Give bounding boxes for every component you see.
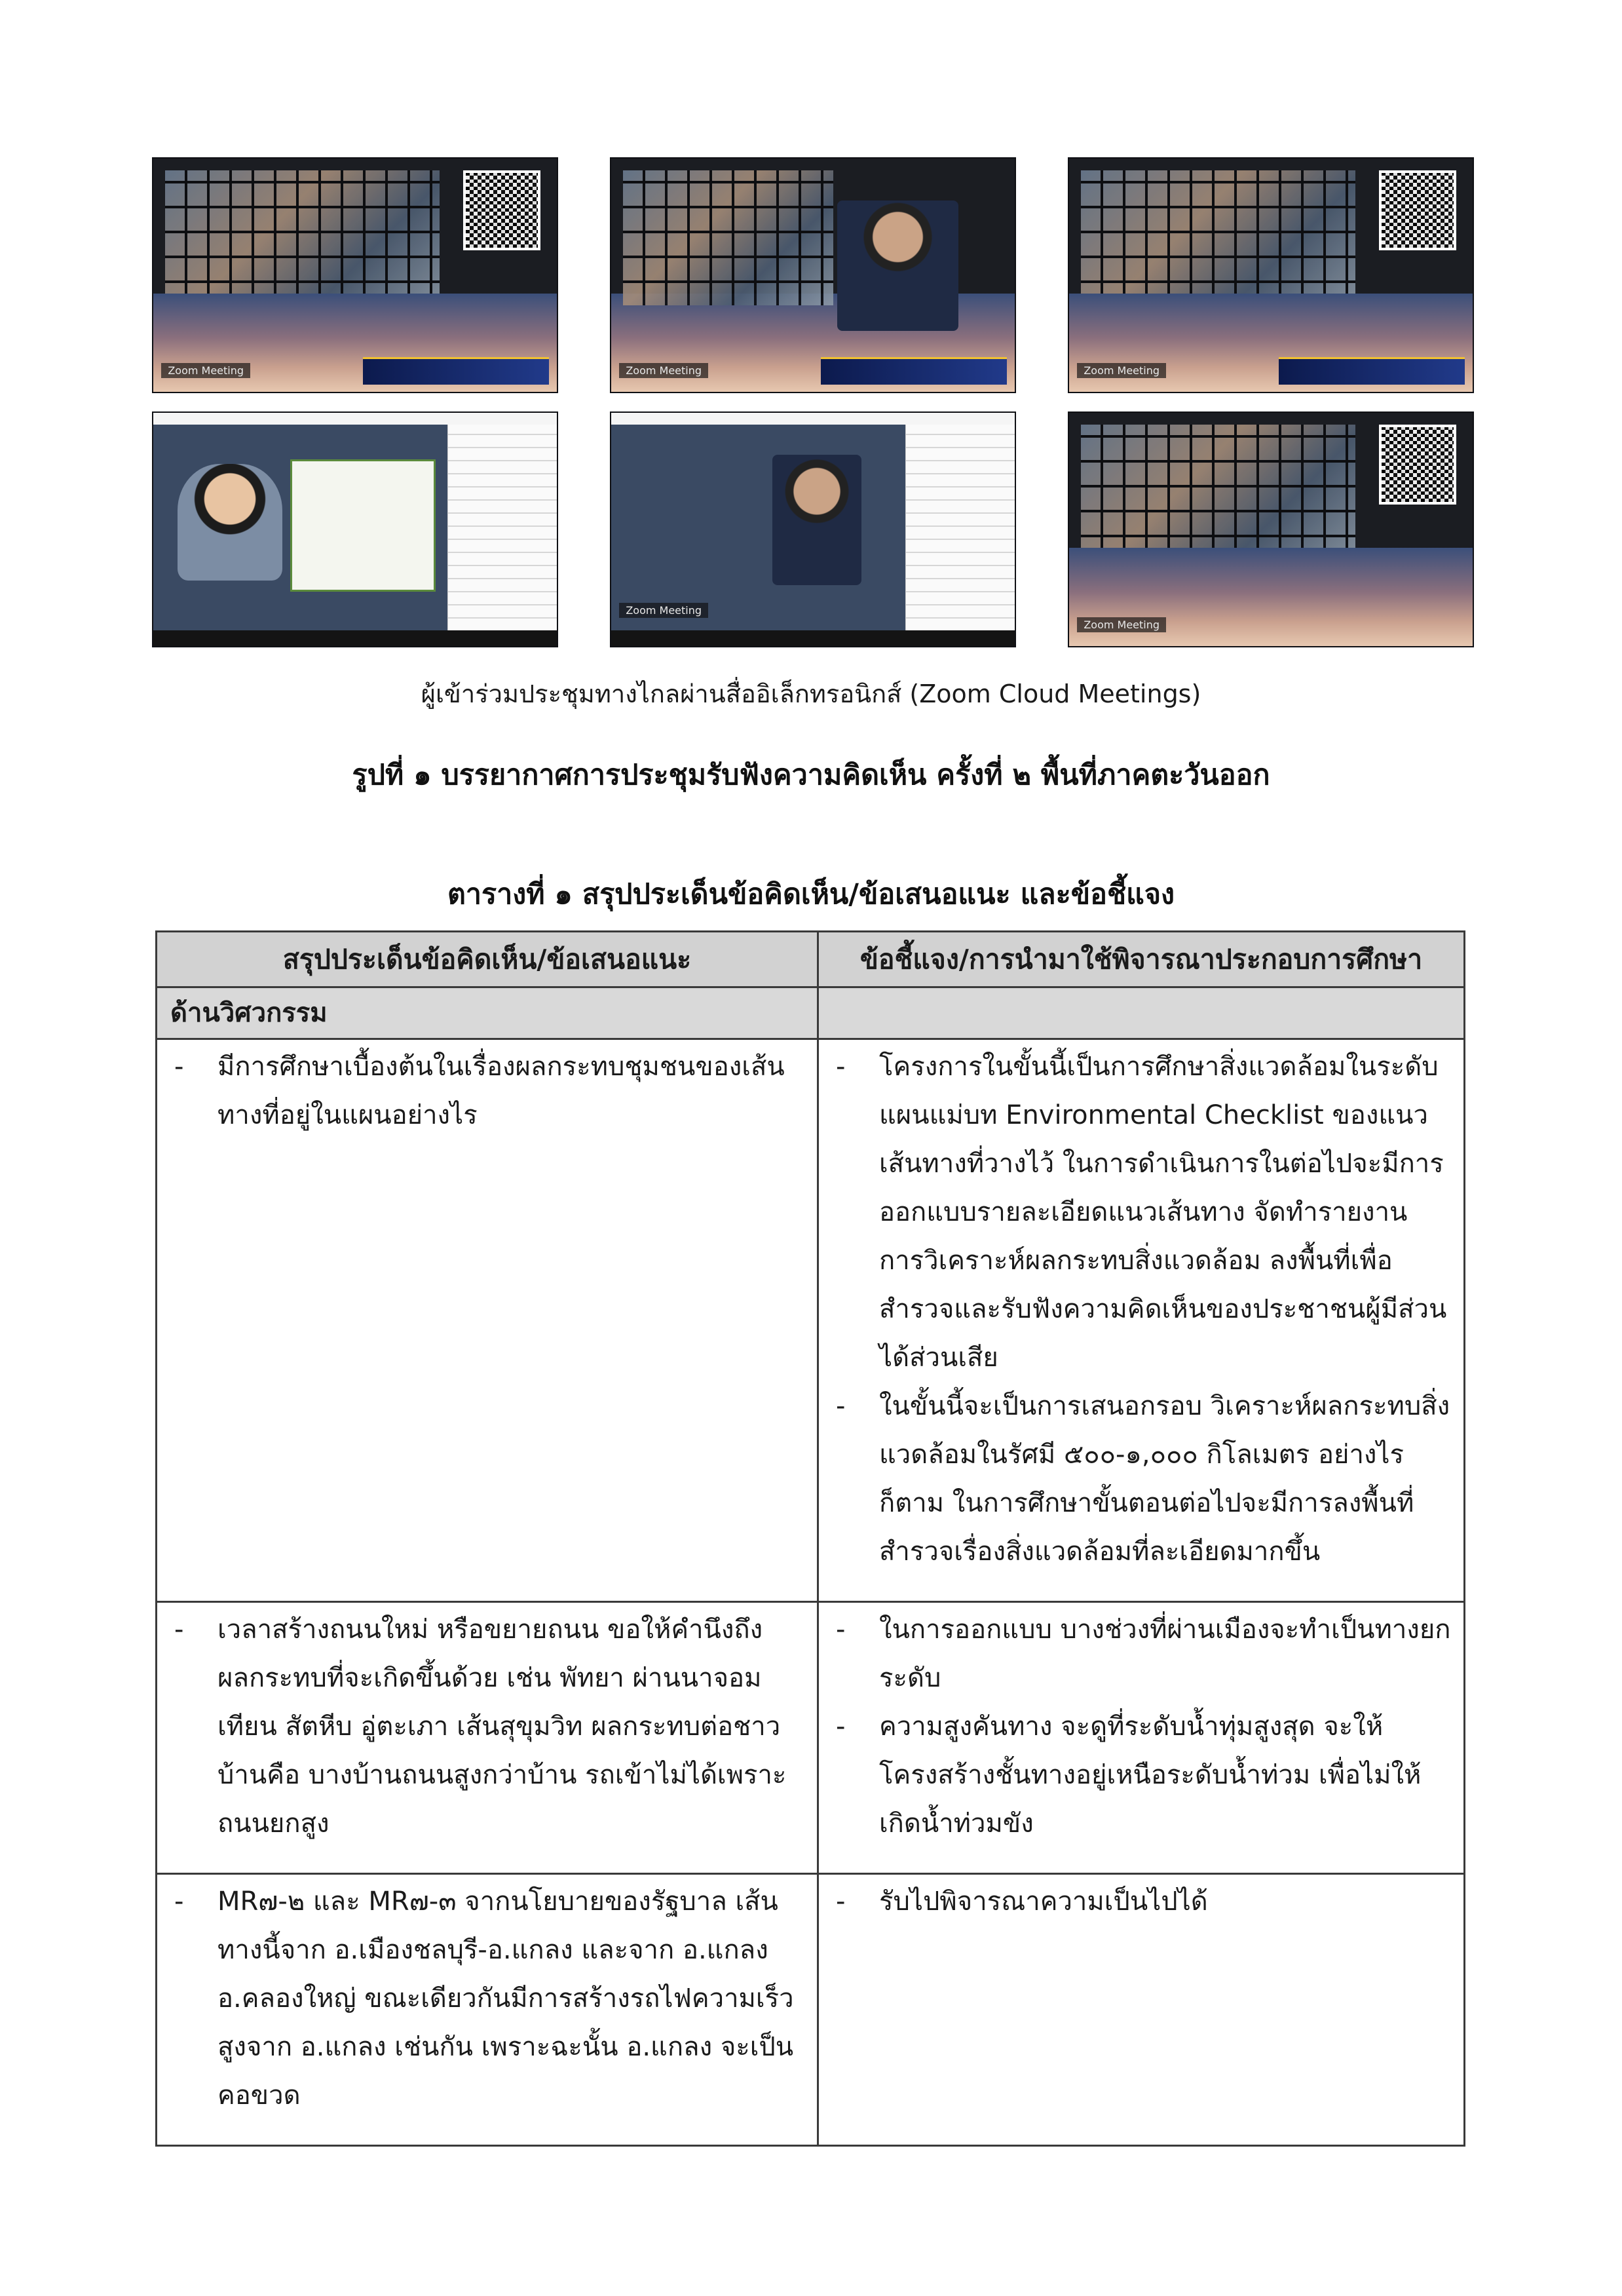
section-empty-cell: [818, 987, 1465, 1039]
zoom-screenshot-4: [152, 411, 558, 647]
window-titlebar: [153, 413, 557, 425]
table-row: [157, 1874, 1465, 2146]
zoom-caption: Zoom Meeting: [619, 603, 708, 618]
response-cell: [818, 1874, 1465, 2146]
comment-item: - เวลาสร้างถนนใหม่ หรือขยายถนน ขอให้คำนึงถึงผลกระทบที่จะเกิดขึ้นด้วย เช่น พัทยา ผ่านนาจอมเทียน สัตหีบ อู่ตะเภา เส้นสุขุมวิท ผลกระทบต่อชาวบ้านคือ บางบ้านถนนสูงกว่าบ้าน รถเข้าไม่ได้เพราะถนนยกสูง: [169, 1605, 805, 1848]
zoom-screenshot-3: [1068, 157, 1474, 393]
comment-cell: [157, 1602, 818, 1874]
table-row: [157, 1602, 1465, 1874]
lower-third-banner: [821, 357, 1006, 385]
response-cell: [818, 1039, 1465, 1602]
video-gallery: [1081, 170, 1355, 305]
response-item: - รับไปพิจารณาความเป็นไปได้: [831, 1877, 1452, 1926]
zoom-caption: Zoom Meeting: [1077, 363, 1166, 378]
meeting-screenshots: [152, 157, 1474, 647]
speaker-video: [772, 455, 861, 585]
summary-table: [155, 930, 1465, 2147]
comment-cell: [157, 1874, 818, 2146]
video-gallery: [1081, 425, 1355, 560]
response-item: - ความสูงคันทาง จะดูที่ระดับน้ำทุ่มสูงสุด จะให้โครงสร้างชั้นทางอยู่เหนือระดับน้ำท่วม เพื่อไม่ให้เกิดน้ำท่วมขัง: [831, 1702, 1452, 1848]
zoom-caption: Zoom Meeting: [619, 363, 708, 378]
taskbar: [611, 630, 1015, 646]
qr-code-icon: [463, 170, 541, 250]
speaker-video: [837, 201, 958, 331]
response-item: - โครงการในขั้นนี้เป็นการศึกษาสิ่งแวดล้อมในระดับแผนแม่บท Environmental Checklist ของแนวเส้นทางที่วางไว้ ในการดำเนินการในต่อไปจะมีการออกแบบรายละเอียดแนวเส้นทาง จัดทำรายงานการวิเคราะห์ผลกระทบสิ่งแวดล้อม ลงพื้นที่เพื่อสำรวจและรับฟังความคิดเห็นของประชาชนผู้มีส่วนได้ส่วนเสีย: [831, 1043, 1452, 1382]
column-header-comments: สรุปประเด็นข้อคิดเห็น/ข้อเสนอแนะ: [157, 932, 818, 987]
participant-list: [447, 425, 557, 630]
zoom-screenshot-1: [152, 157, 558, 393]
qr-code-icon: [1379, 170, 1457, 250]
section-row: [157, 987, 1465, 1039]
table-row: [157, 1039, 1465, 1602]
window-titlebar: [611, 413, 1015, 425]
table-title: ตารางที่ ๑ สรุปประเด็นข้อคิดเห็น/ข้อเสนอแนะ และข้อชี้แจง: [447, 878, 1175, 911]
comment-item: - มีการศึกษาเบื้องต้นในเรื่องผลกระทบชุมชนของเส้นทางที่อยู่ในแผนอย่างไร: [169, 1043, 805, 1139]
photo-caption: ผู้เข้าร่วมประชุมทางไกลผ่านสื่ออิเล็กทรอนิกส์ (Zoom Cloud Meetings): [421, 679, 1201, 708]
zoom-screenshot-2: [610, 157, 1016, 393]
participant-list: [905, 425, 1015, 630]
participant-video: [178, 464, 282, 581]
video-gallery: [623, 170, 833, 305]
zoom-caption: Zoom Meeting: [161, 363, 250, 378]
response-item: - ในการออกแบบ บางช่วงที่ผ่านเมืองจะทำเป็นทางยกระดับ: [831, 1605, 1452, 1702]
video-gallery: [165, 170, 440, 305]
presentation-area: [611, 425, 906, 630]
taskbar: [153, 630, 557, 646]
response-cell: [818, 1602, 1465, 1874]
column-header-responses: ข้อชี้แจง/การนำมาใช้พิจารณาประกอบการศึกษา: [818, 932, 1465, 987]
presentation-slide: [290, 459, 436, 592]
comment-cell: [157, 1039, 818, 1602]
comment-item: - MR๗-๒ และ MR๗-๓ จากนโยบายของรัฐบาล เส้นทางนี้จาก อ.เมืองชลบุรี-อ.แกลง และจาก อ.แกลง อ.คลองใหญ่ ขณะเดียวกันมีการสร้างรถไฟความเร็วสูงจาก อ.แกลง เช่นกัน เพราะฉะนั้น อ.แกลง จะเป็นคอขวด: [169, 1877, 805, 2120]
zoom-caption: Zoom Meeting: [1077, 617, 1166, 632]
qr-code-icon: [1379, 425, 1457, 505]
zoom-screenshot-5: [610, 411, 1016, 647]
figure-title: รูปที่ ๑ บรรยากาศการประชุมรับฟังความคิดเห็น ครั้งที่ ๒ พื้นที่ภาคตะวันออก: [352, 759, 1270, 792]
zoom-screenshot-6: [1068, 411, 1474, 647]
lower-third-banner: [363, 357, 548, 385]
lower-third-banner: [1279, 357, 1464, 385]
response-item: - ในขั้นนี้จะเป็นการเสนอกรอบ วิเคราะห์ผลกระทบสิ่งแวดล้อมในรัศมี ๕๐๐-๑,๐๐๐ กิโลเมตร อย่างไรก็ตาม ในการศึกษาขั้นตอนต่อไปจะมีการลงพื้นที่สำรวจเรื่องสิ่งแวดล้อมที่ละเอียดมากขึ้น: [831, 1382, 1452, 1576]
table-header-row: [157, 932, 1465, 987]
section-label: ด้านวิศวกรรม: [157, 987, 818, 1039]
